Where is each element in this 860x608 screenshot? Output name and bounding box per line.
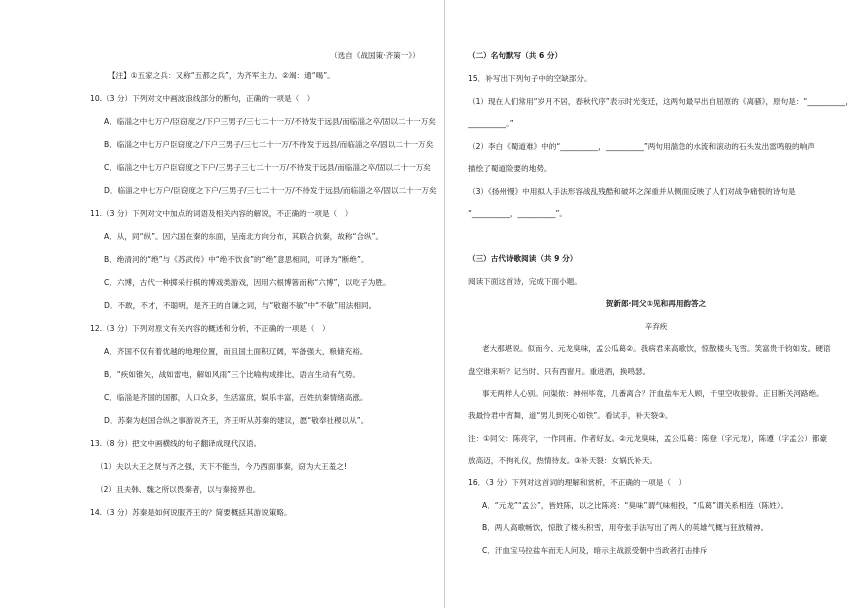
poem-title: 贺新郎·同父①见和再用韵答之	[605, 299, 707, 308]
q14-stem: 14.（3 分）苏秦是如何说服齐王的？简要概括其游说策略。	[90, 508, 292, 517]
q10-stem: 10.（3 分）下列对文中画波浪线部分的断句，正确的一项是（ ）	[90, 94, 315, 103]
q12-option-d: D．苏秦为赵国合纵之事游说齐王，齐王听从苏秦的建议，愿“敬奉社稷以从”。	[104, 416, 369, 425]
q11-stem: 11.（3 分）下列对文中加点的词语及相关内容的解说，不正确的一项是（ ）	[90, 209, 353, 218]
q11-option-d: D．不敢，不才，不聪明，是齐王的自谦之词，与“敬谢不敏”中“不敏”用法相同。	[104, 301, 377, 310]
q16-option-c: C．汗血宝马拉盐车而无人问及，暗示主战派受朝中当政者打击排斥	[482, 546, 708, 555]
q13-item-2: （2）且夫韩、魏之所以畏秦者，以与秦接界也。	[96, 485, 261, 494]
q12-option-c: C．临淄是齐国的国都，人口众多，生活富庶，娱乐丰富，百姓抗秦情绪高涨。	[104, 393, 368, 402]
q10-option-b: B．临淄之中七万户臣窃度之/下户三男子/三七二十一万/不待发于远县/而临淄之卒/固以二十一万矣	[104, 140, 434, 149]
q13-stem: 13.（8 分）把文中画横线的句子翻译成现代汉语。	[90, 439, 262, 448]
q15-line-2: __________。”	[468, 119, 514, 128]
q12-stem: 12.（3 分）下列对原文有关内容的概述和分析，不正确的一项是（ ）	[90, 324, 330, 333]
q12-option-a: A．齐国不仅有着优越的地理位置，而且国土面积辽阔，军备强大，粮储充裕。	[104, 347, 368, 356]
q15-line-4: 描绘了蜀道险要的地势。	[468, 164, 552, 173]
q10-option-c: C．临淄之中七万户臣窃度之下户/三男子三七二十一万/不待发于远县/而临淄之卒/固以二十一万矣	[104, 163, 431, 172]
q11-option-c: C．六博，古代一种掷采行棋的博戏类游戏，因用六根博箸而称“六博”，以吃子为胜。	[104, 278, 391, 287]
q15-line-6: “__________，__________”。	[468, 209, 567, 218]
q12-option-b: B．“疾如锥矢，战如雷电，解如风雨”三个比喻构成排比，语言生动有气势。	[104, 370, 361, 379]
poem-note-2: 放高迈，不拘礼仪，热情待友。③补天裂：女娲氏补天。	[468, 456, 658, 465]
q11-option-b: B．绝清河的“绝”与《苏武传》中“绝不饮食”的“绝”意思相同，可译为“断绝”。	[104, 255, 369, 264]
q11-option-a: A．从，同“纵”。因六国在秦的东面，呈南北方向分布，其联合抗秦，故称“合纵”。	[104, 232, 384, 241]
annotation-note: 【注】①五家之兵：又称“五都之兵”，为齐军主力。②竭：通“喝”。	[108, 71, 335, 80]
section-2-title: （二）名句默写（共 6 分）	[468, 51, 563, 60]
q15-line-1: （1）现在人们常用“岁月不居，春秋代序”表示时光变迁，这两句最早出自屈原的《离骚》，原句是：“__________，	[468, 97, 853, 106]
reading-instruction: 阅读下面这首诗，完成下面小题。	[468, 277, 582, 286]
q15-line-5: （3）《扬州慢》中用拟人手法形容战乱残酷和破坏之深重并从侧面反映了人们对战争痛恨的诗句是	[468, 187, 796, 196]
q15-line-3: （2）李白《蜀道难》中的“__________，__________”两句用湍急的水流和滚动的石头发出雷鸣般的响声	[468, 142, 815, 151]
q10-option-d: D．临淄之中七万户/臣窃度之下户/三男子/三七二十一万/不待发于远县/而临淄之卒/固以二十一万矣	[104, 186, 437, 195]
poem-line-1: 老大那堪说。似而今、元龙臭味，孟公瓜葛②。我病君来高歌饮，惊散楼头飞雪。笑富贵千钧如发。硬语	[482, 344, 831, 353]
q15-stem: 15．补写出下列句子中的空缺部分。	[468, 74, 592, 83]
poem-line-4: 我最怜君中宵舞，道“男儿到死心如铁”。看试手，补天裂③。	[468, 411, 673, 420]
right-column	[452, 0, 860, 608]
poem-line-3: 事无两样人心别。问渠侬：神州毕竟，几番离合？汗血盐车无人顾，千里空收骏骨。正目断关河路绝。	[482, 389, 824, 398]
q13-item-1: （1）夫以大王之贤与齐之强，天下不能当，今乃西面事秦，窃为大王羞之!	[96, 462, 347, 471]
section-3-title: （三）古代诗歌阅读（共 9 分）	[468, 254, 578, 263]
source-citation: （选自《战国策·齐策一》）	[330, 51, 420, 60]
q16-option-b: B．两人高歌畅饮，惊散了楼头积雪，用夸张手法写出了两人的英雄气概与狂放精神。	[482, 523, 769, 532]
q16-option-a: A．“元龙”“孟公”，皆姓陈，以之比陈亮：“臭味”谓气味相投，“瓜葛”谓关系相连（陈姓）。	[482, 501, 789, 510]
q16-stem: 16．（3 分）下列对这首词的理解和赏析，不正确的一项是（ ）	[468, 478, 687, 487]
poem-note-1: 注：①同父：陈亮字，一作同甫。作者好友。②元龙臭味，孟公瓜葛：陈登（字元龙），陈遵（字孟公）都豪	[468, 434, 828, 443]
poem-author: 辛弃疾	[644, 322, 668, 331]
poem-line-2: 盘空谁来听？记当时、只有西窗月。重进酒，换鸣瑟。	[468, 367, 651, 376]
q10-option-a: A．临淄之中七万户/臣窃度之/下户三男子/三七二十一万/不待发于远县/而临淄之卒/固以二十一万矣	[104, 117, 436, 126]
